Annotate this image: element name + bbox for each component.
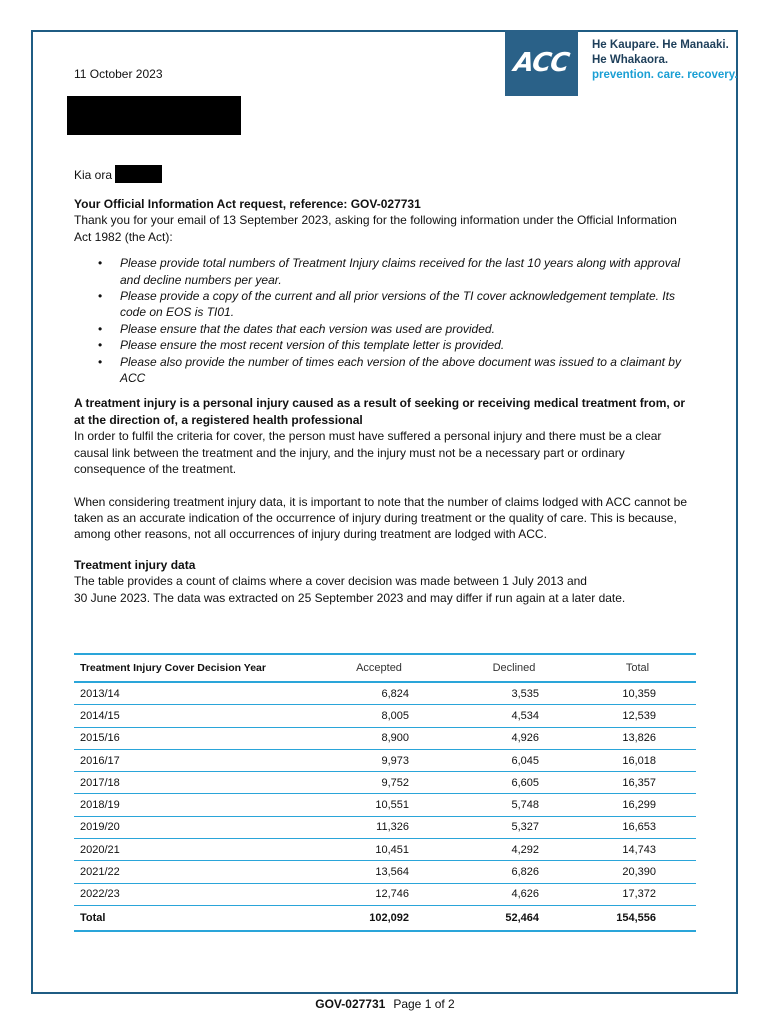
definition-paragraph: In order to fulfil the criteria for cover, the person must have suffered a personal injury and there must be a clear causal link between the treatment and the injury, and the injury must not be a necessary part or ordinary consequence of the treatment. xyxy=(74,429,662,477)
total-label: Total xyxy=(74,905,309,931)
list-item: • Please ensure that the dates that each version was used are provided. xyxy=(120,321,696,337)
table-header-row xyxy=(74,654,696,682)
table-row xyxy=(74,772,696,794)
table-total-row xyxy=(74,905,696,931)
cell-total: 16,299 xyxy=(579,794,696,816)
data-intro-line-2: 30 June 2023. The data was extracted on 25 September 2023 and may differ if run again at a later date. xyxy=(74,590,626,605)
list-item: • Please also provide the number of times each version of the above document was issued to a claimant by ACC xyxy=(120,354,696,387)
cell-year: 2013/14 xyxy=(74,682,309,705)
considering-paragraph: When considering treatment injury data, it is important to note that the number of claims lodged with ACC cannot be taken as an accurate indication of the occurrence of injury during treatment or the quality of care. This is because, among other reasons, not all occurrences of injury during treatment are lodged with ACC. xyxy=(74,494,687,542)
cell-year: 2022/23 xyxy=(74,883,309,905)
cell-declined: 4,534 xyxy=(449,705,579,727)
table-row xyxy=(74,705,696,727)
acc-logo xyxy=(505,30,578,96)
cell-declined: 5,748 xyxy=(449,794,579,816)
cell-total: 17,372 xyxy=(579,883,696,905)
cell-total: 14,743 xyxy=(579,839,696,861)
cell-total: 12,539 xyxy=(579,705,696,727)
cell-declined: 6,826 xyxy=(449,861,579,883)
cell-accepted: 11,326 xyxy=(309,816,449,838)
cell-total: 10,359 xyxy=(579,682,696,705)
greeting-text: Kia ora xyxy=(74,168,113,182)
cell-accepted: 6,824 xyxy=(309,682,449,705)
cell-declined: 4,292 xyxy=(449,839,579,861)
tagline-line-3: prevention. care. recovery. xyxy=(592,69,738,81)
total-declined: 52,464 xyxy=(449,905,579,931)
cell-year: 2018/19 xyxy=(74,794,309,816)
cell-total: 16,653 xyxy=(579,816,696,838)
cell-year: 2017/18 xyxy=(74,772,309,794)
definition-heading: A treatment injury is a personal injury caused as a result of seeking or receiving medical treatment from, or at the direction of, a registered health professional xyxy=(74,396,686,427)
column-header-total: Total xyxy=(579,654,696,682)
cell-year: 2015/16 xyxy=(74,727,309,749)
cell-year: 2014/15 xyxy=(74,705,309,727)
redacted-address xyxy=(67,96,241,135)
cell-year: 2020/21 xyxy=(74,839,309,861)
column-header-declined: Declined xyxy=(449,654,579,682)
cell-total: 16,357 xyxy=(579,772,696,794)
cell-declined: 4,626 xyxy=(449,883,579,905)
cell-accepted: 13,564 xyxy=(309,861,449,883)
table-row xyxy=(74,727,696,749)
greeting xyxy=(74,165,162,183)
footer-page-number: Page 1 of 2 xyxy=(393,997,455,1011)
list-item: • Please provide a copy of the current and all prior versions of the TI cover acknowledgement template. Its code on EOS is TI01. xyxy=(120,288,696,321)
table-row xyxy=(74,816,696,838)
cell-accepted: 9,973 xyxy=(309,749,449,771)
cell-year: 2021/22 xyxy=(74,861,309,883)
cell-accepted: 10,451 xyxy=(309,839,449,861)
tagline-line-2: He Whakaora. xyxy=(592,54,669,66)
list-item: • Please provide total numbers of Treatment Injury claims received for the last 10 years along with approval and decline numbers per year. xyxy=(120,255,696,288)
redacted-name xyxy=(115,165,162,183)
cell-total: 16,018 xyxy=(579,749,696,771)
table-row xyxy=(74,839,696,861)
cell-accepted: 12,746 xyxy=(309,883,449,905)
page-footer xyxy=(0,997,770,1011)
cell-declined: 6,605 xyxy=(449,772,579,794)
cell-total: 20,390 xyxy=(579,861,696,883)
total-accepted: 102,092 xyxy=(309,905,449,931)
cell-total: 13,826 xyxy=(579,727,696,749)
column-header-accepted: Accepted xyxy=(309,654,449,682)
cell-accepted: 10,551 xyxy=(309,794,449,816)
cell-declined: 4,926 xyxy=(449,727,579,749)
table-row xyxy=(74,749,696,771)
cell-declined: 6,045 xyxy=(449,749,579,771)
treatment-injury-table xyxy=(74,653,696,932)
table-row xyxy=(74,883,696,905)
intro-paragraph: Thank you for your email of 13 September 2023, asking for the following information under the Official Information Act 1982 (the Act): xyxy=(74,213,677,244)
request-list xyxy=(74,255,696,386)
subject-line: Your Official Information Act request, reference: GOV-027731 xyxy=(74,197,421,211)
total-total: 154,556 xyxy=(579,905,696,931)
column-header-year: Treatment Injury Cover Decision Year xyxy=(74,654,309,682)
letter-date: 11 October 2023 xyxy=(74,67,163,81)
cell-declined: 3,535 xyxy=(449,682,579,705)
cell-accepted: 8,900 xyxy=(309,727,449,749)
data-intro-line-1: The table provides a count of claims where a cover decision was made between 1 July 2013 and xyxy=(74,574,587,589)
brand-tagline xyxy=(592,38,738,83)
letter-body xyxy=(74,196,696,606)
data-heading: Treatment injury data xyxy=(74,557,196,572)
footer-reference: GOV-027731 xyxy=(315,997,386,1011)
table-row xyxy=(74,861,696,883)
table-row xyxy=(74,794,696,816)
tagline-line-1: He Kaupare. He Manaaki. xyxy=(592,39,729,51)
acc-logo-text: ACC xyxy=(512,48,571,78)
list-item: • Please ensure the most recent version of this template letter is provided. xyxy=(120,337,696,353)
table-row xyxy=(74,682,696,705)
cell-accepted: 9,752 xyxy=(309,772,449,794)
cell-year: 2019/20 xyxy=(74,816,309,838)
cell-declined: 5,327 xyxy=(449,816,579,838)
cell-accepted: 8,005 xyxy=(309,705,449,727)
cell-year: 2016/17 xyxy=(74,749,309,771)
